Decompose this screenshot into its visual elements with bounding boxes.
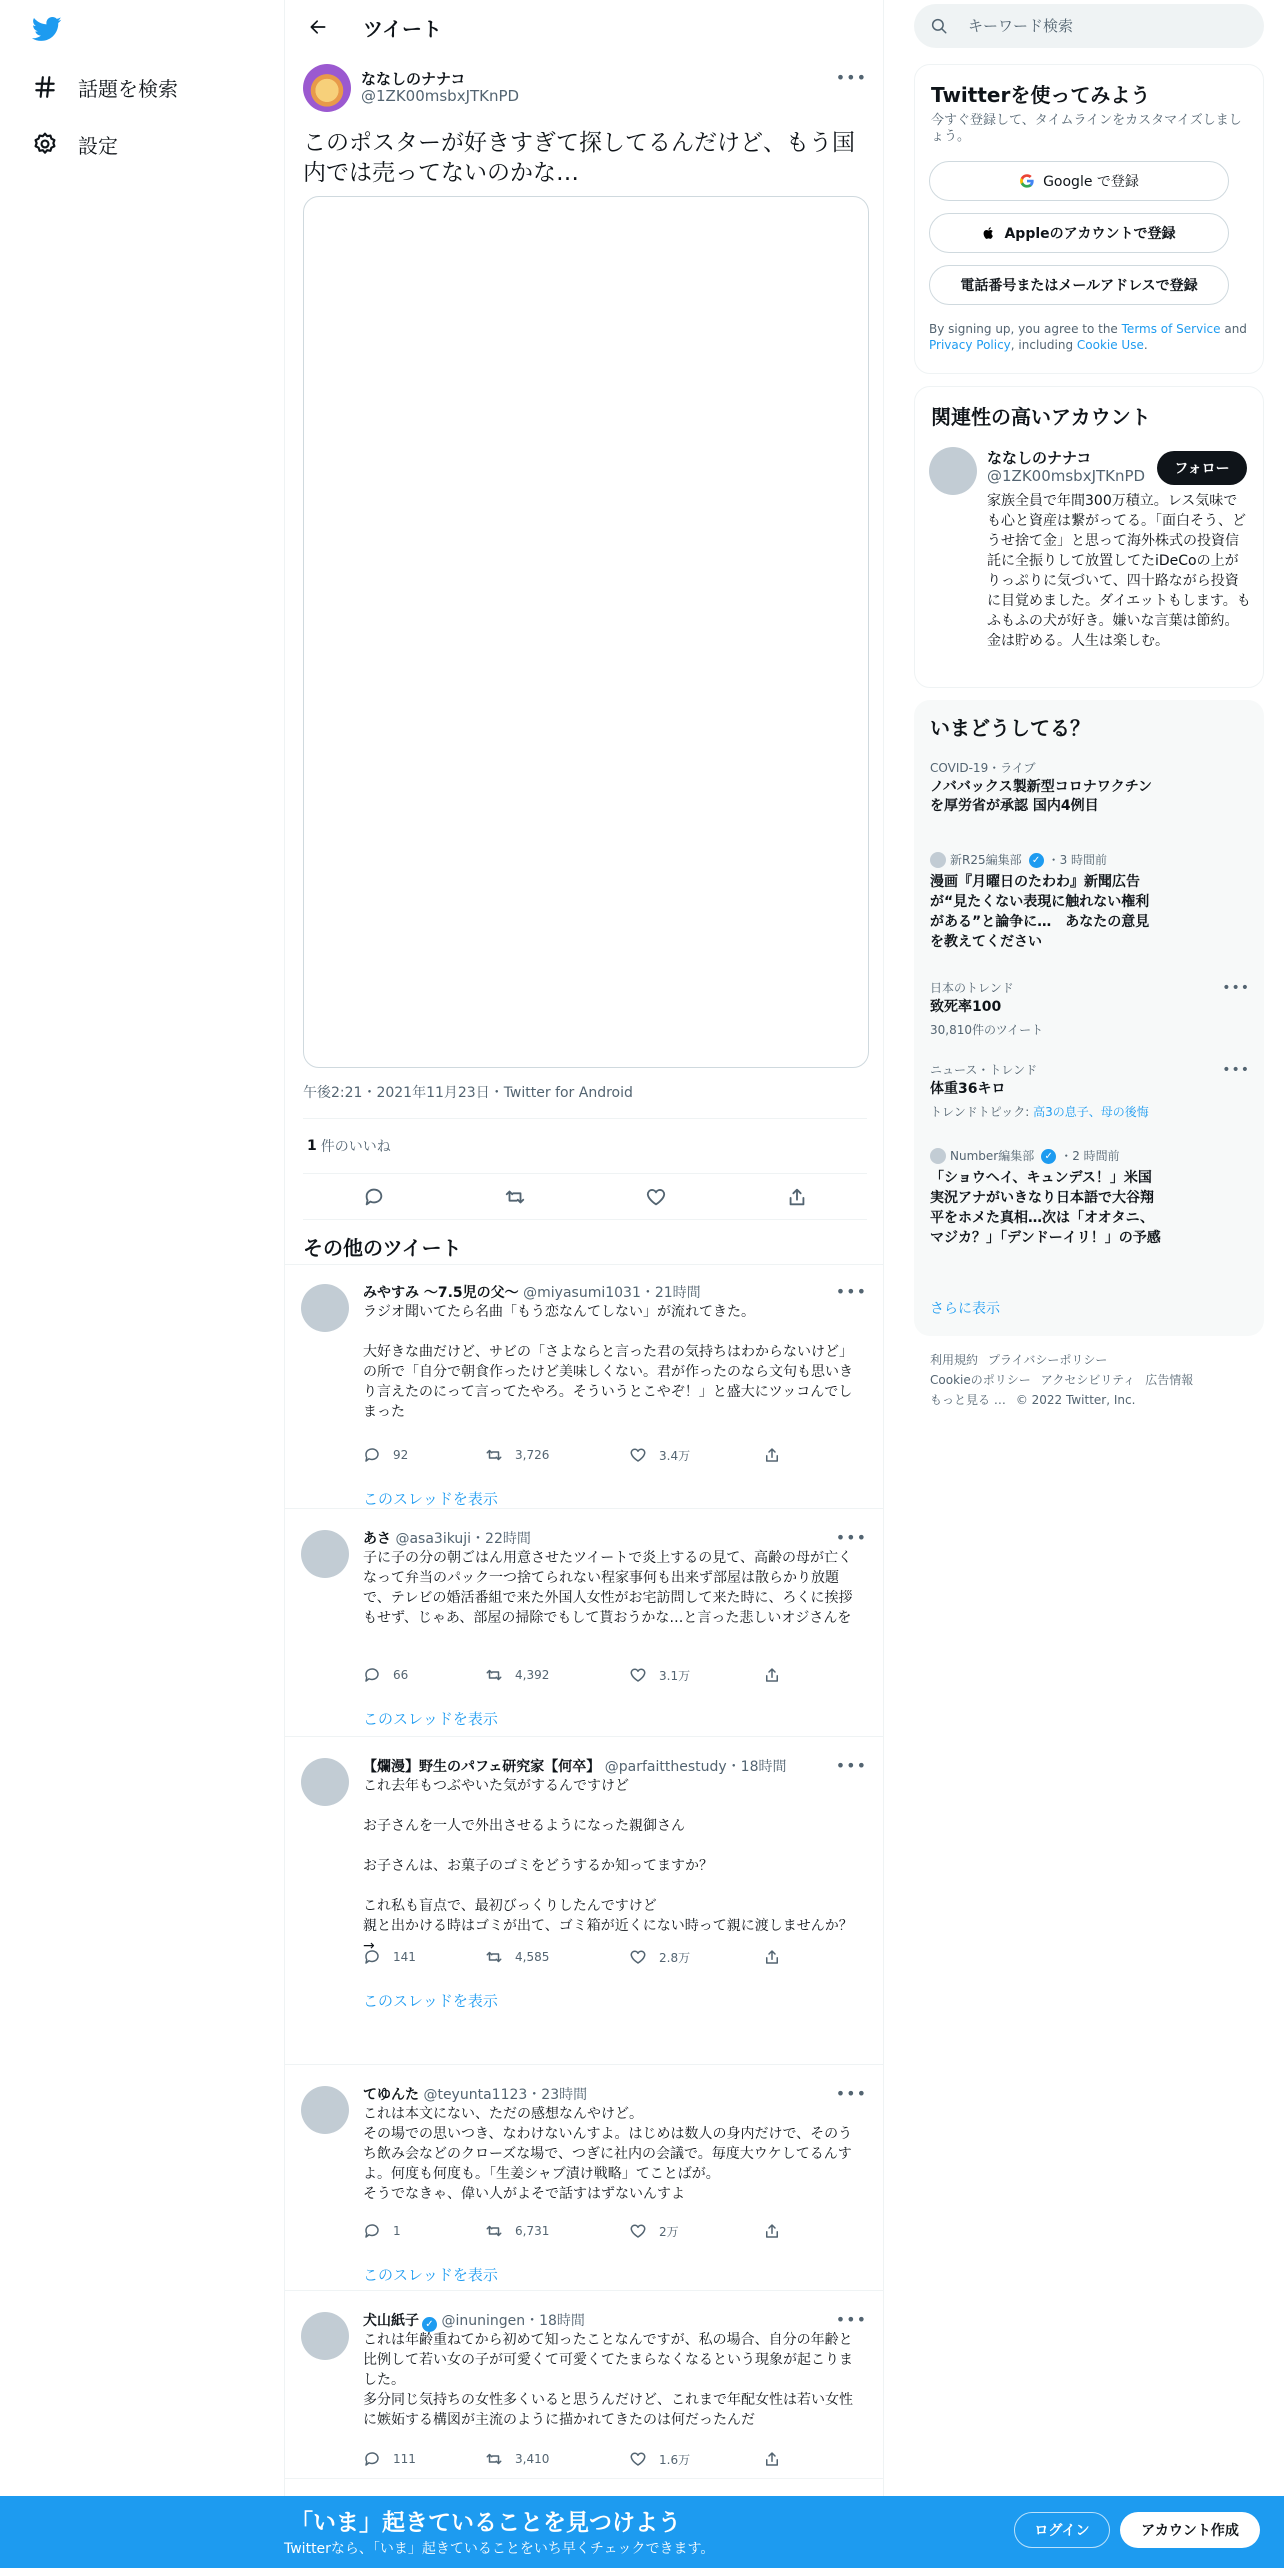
tweet-author [303,62,867,114]
like-button[interactable] [629,2450,763,2468]
reply-count: 92 [393,1448,409,1462]
like-count: 3.1万 [659,1668,691,1683]
author-handle[interactable]: @miyasumi1031 [523,1285,641,1301]
nav-settings-label: 設定 [78,133,118,158]
like-button[interactable] [629,1446,763,1464]
reply-button[interactable] [363,1948,485,1966]
like-button[interactable] [629,2222,763,2240]
trend-time: ・3 時間前 [1047,853,1108,867]
author-name[interactable]: てゆんた [363,2087,419,2103]
apple-signup-button[interactable] [929,213,1229,253]
trend-title: ノババックス製新型コロナワクチンを厚労省が承認 国内4例目 [930,779,1153,814]
author-handle[interactable]: @teyunta1123 [423,2087,528,2103]
footer-link-ads[interactable]: 広告情報 [1145,1373,1194,1387]
tweet-meta [363,2310,585,2332]
terms-and: and [1220,322,1247,336]
trend-source-name: 新R25編集部 [950,853,1022,867]
reply-button[interactable] [363,1446,485,1464]
google-signup-button[interactable] [929,161,1229,201]
tweet-actions [363,2220,803,2242]
retweet-count: 3,410 [515,2452,550,2466]
terms-prefix: By signing up, you agree to the [929,322,1122,336]
avatar[interactable] [301,1758,349,1806]
retweet-icon [485,1666,503,1684]
share-button[interactable] [763,1948,781,1966]
follow-button[interactable]: フォロー [1157,451,1247,485]
retweet-icon [485,2450,503,2468]
author-name[interactable]: みやすみ 〜7.5児の父〜 [363,1285,519,1301]
avatar[interactable] [301,1284,349,1332]
avatar[interactable] [929,447,977,495]
trend-item[interactable] [930,852,1250,952]
like-icon [629,2450,647,2468]
trend-category: 日本のトレンド [930,981,1014,995]
show-thread-link[interactable]: このスレッドを表示 [363,2266,498,2284]
divider [285,1508,884,1509]
like-icon [629,1948,647,1966]
more-tweets-title: その他のツイート [303,1236,462,1260]
nav-explore[interactable] [32,67,178,107]
terms-end: . [1143,338,1148,352]
trend-tweet-count: 30,810件のツイート [930,1023,1044,1037]
tweet-actions [363,1664,803,1686]
author-name[interactable]: 犬山紙子 [363,2313,419,2329]
avatar[interactable] [301,1530,349,1578]
tweet-time[interactable]: ・18時間 [525,2313,585,2329]
more-options-icon[interactable]: ••• [835,2310,867,2329]
show-more-link[interactable]: さらに表示 [930,1301,1000,1317]
tweet-timestamp[interactable]: 午後2:21・2021年11月23日・Twitter for Android [303,1085,633,1101]
left-navigation [0,0,284,2568]
related-tweet[interactable] [285,2084,884,2290]
trend-title: 「ショウヘイ、キュンデス！」米国実況アナがいきなり日本語で大谷翔平をホメた真相…次は「オオタニ、マジカ？」「デンドーイリ！」の予感 [930,1170,1161,1246]
share-icon [763,2450,781,2468]
phone-email-signup-button[interactable] [929,265,1229,305]
retweet-icon [485,2222,503,2240]
avatar[interactable] [303,64,351,112]
signup-title: Twitterを使ってみよう [931,83,1151,107]
search-icon [930,17,948,35]
verified-badge-icon: ✓ [1041,1149,1056,1164]
signup-button[interactable]: アカウント作成 [1120,2512,1260,2548]
nav-settings[interactable] [32,124,118,164]
nav-explore-label: 話題を検索 [78,76,178,101]
retweet-icon [485,1446,503,1464]
tweet-media[interactable] [303,196,869,1068]
retweet-button[interactable] [485,1666,629,1684]
retweet-count: 4,585 [515,1950,550,1964]
tweet-meta [363,1282,701,1302]
likes-count-row[interactable] [303,1118,867,1174]
tweet-actions [363,2448,803,2470]
back-arrow-icon[interactable] [301,10,335,44]
privacy-policy-link[interactable]: Privacy Policy [929,338,1011,352]
retweet-button[interactable] [485,1446,629,1464]
footer-links [930,1350,1260,1410]
trend-category: ニュース・トレンド [930,1063,1038,1077]
trends-card [914,700,1264,1336]
tweet-header [285,0,883,54]
search-box[interactable] [914,4,1264,48]
tweet-action-bar [303,1174,867,1220]
reply-count: 66 [393,1668,409,1682]
retweet-icon [485,1948,503,1966]
more-options-icon[interactable]: ••• [835,1282,867,1301]
more-options-icon[interactable]: ••• [835,1528,867,1547]
cookie-use-link[interactable]: Cookie Use [1076,338,1144,352]
tweet-meta [363,1756,787,1776]
reply-count: 111 [393,2452,416,2466]
source-avatar [930,852,946,868]
like-icon [629,1666,647,1684]
like-icon [629,2222,647,2240]
retweet-count: 6,731 [515,2224,550,2238]
retweet-button[interactable] [485,2222,629,2240]
google-logo-icon [1019,173,1035,189]
footer-link-terms[interactable]: 利用規約 [930,1353,979,1367]
share-button[interactable] [763,1666,781,1684]
tweet-text: このポスターが好きすぎて探してるんだけど、もう国内では売ってないのかな… [303,130,855,186]
more-options-icon[interactable]: ••• [1222,1062,1250,1078]
tweet-time[interactable]: ・18時間 [726,1759,787,1775]
trend-source [930,852,1250,868]
trend-topic [930,1103,1250,1120]
bottom-signup-bar [0,2496,1284,2568]
reply-icon [363,2222,381,2240]
author-handle[interactable]: @parfaitthestudy [604,1759,727,1775]
trend-topic-link[interactable]: 高3の息子、母の後悔 [1033,1105,1149,1119]
reply-icon [363,1446,381,1464]
trend-item[interactable] [930,1062,1250,1120]
relevant-bio: 家族全員で年間300万積立。レス気味でも心と資産は繋がってる。「面白そう、どうせ捨て金」と思って海外株式の投資信託に全振りして放置してたiDeCoの上がりっぷりに気づいて、四十路ながら投資に目覚めました。ダイエットもします。もふもふの犬が好き。嫌いな言葉は節約。金は貯める。人生は楽しむ。 [987,493,1251,649]
like-count: 1.6万 [659,2452,691,2467]
like-icon[interactable] [645,1186,667,1208]
trend-source [930,1148,1250,1164]
footer-link-privacy[interactable]: プライバシーポリシー [988,1353,1108,1367]
divider [285,1736,884,1737]
tweet-body: これは本文にない、ただの感想なんやけど。 その場での思いつき、なわけないんすよ。はじめは数人の身内だけで、そのうち飲み会などのクローズな場で、つぎに社内の会議で。毎度大ウケしてるんすよ。何度も何度も。「生姜シャブ漬け戦略」てことばが。 そうでなきゃ、偉い人がよそで話すはずないんすよ [363,2106,853,2202]
retweet-button[interactable] [485,2450,629,2468]
show-thread-link[interactable]: このスレッドを表示 [363,1490,498,1508]
tweet-time[interactable]: ・22時間 [471,1531,531,1547]
reply-icon [363,2450,381,2468]
share-button[interactable] [763,2222,781,2240]
reply-button[interactable] [363,2450,485,2468]
terms-of-service-link[interactable]: Terms of Service [1121,322,1221,336]
retweet-icon[interactable] [504,1186,526,1208]
like-count: 1 [307,1138,317,1154]
bottom-subtext: Twitterなら、「いま」起きていることをいち早くチェックできます。 [284,2541,715,2557]
trend-source-name: Number編集部 [950,1149,1035,1163]
twitter-bird-icon[interactable] [32,14,62,44]
divider [285,2478,884,2479]
signup-card [914,64,1264,374]
apple-logo-icon [982,225,996,241]
trend-title: 致死率100 [930,999,1002,1015]
main-column [284,0,884,2568]
more-options-icon[interactable]: ••• [835,68,867,87]
right-sidebar [884,0,1284,2568]
hashtag-icon [32,74,58,100]
retweet-count: 3,726 [515,1448,550,1462]
retweet-count: 4,392 [515,1668,550,1682]
like-count: 2.8万 [659,1950,691,1965]
trend-title: 体重36キロ [930,1081,1006,1097]
trends-title: いまどうしてる？ [930,716,1090,740]
reply-icon [363,1666,381,1684]
avatar[interactable] [301,2312,349,2360]
gear-icon [32,131,58,157]
reply-count: 1 [393,2224,401,2238]
source-avatar [930,1148,946,1164]
share-icon [763,1948,781,1966]
like-count: 3.4万 [659,1448,691,1463]
like-button[interactable] [629,1666,763,1684]
related-tweet[interactable] [285,2310,884,2478]
tweet-time[interactable]: ・23時間 [527,2087,588,2103]
footer-link-more[interactable]: もっと見る … [930,1393,1006,1407]
tweet-body: これ去年もつぶやいた気がするんですけど お子さんを一人で外出させるようになった親御さん お子さんは、お菓子のゴミをどうするか知ってますか？ これ私も盲点で、最初びっくりしたんですけど 親と出かける時はゴミが出て、ゴミ箱が近くにない時って親に渡しませんか？ → [363,1778,853,1954]
signup-subtitle: 今すぐ登録して、タイムラインをカスタマイズしましょう。 [931,113,1242,144]
tweet-time[interactable]: ・21時間 [640,1285,701,1301]
author-handle[interactable]: @1ZK00msbxJTKnPD [361,87,520,105]
login-button[interactable]: ログイン [1014,2512,1110,2548]
trend-time: ・2 時間前 [1060,1149,1120,1163]
trend-item[interactable] [930,980,1250,1038]
tweet-meta [363,2084,587,2104]
more-options-icon[interactable]: ••• [835,2084,867,2103]
google-signup-label: Google で登録 [1043,174,1139,190]
tweet-body: 子に子の分の朝ごはん用意させたツイートで炎上するの見て、高齢の母が亡くなって弁当のパック一つ捨てられない程家事何も出来ず部屋は散らかり放題で、テレビの婚活番組で来た外国人女性がお宅訪問して来た時に、ろくに挨拶もせず、じゃあ、部屋の掃除でもして貰おうかな…と言った悲しいオジさんを [363,1550,853,1626]
like-icon [629,1446,647,1464]
verified-badge-icon: ✓ [422,2317,437,2332]
trend-item[interactable] [930,760,1250,816]
author-name[interactable]: ななしのナナコ [361,70,466,88]
share-icon[interactable] [786,1186,808,1208]
related-tweet[interactable] [285,1756,884,2064]
relevant-name[interactable]: ななしのナナコ [987,449,1092,467]
search-input[interactable] [968,17,1228,35]
apple-signup-label: Appleのアカウントで登録 [1004,226,1176,242]
reply-count: 141 [393,1950,416,1964]
relevant-handle[interactable]: @1ZK00msbxJTKnPD [987,467,1146,485]
reply-button[interactable] [363,1666,485,1684]
trend-topic-prefix: トレンドトピック: [930,1105,1034,1119]
like-count: 2万 [659,2224,679,2239]
relevant-title: 関連性の高いアカウント [931,405,1151,429]
author-name[interactable]: 【爛漫】野生のパフェ研究家【何卒】 [363,1759,601,1775]
footer-link-accessibility[interactable]: アクセシビリティ [1040,1373,1136,1387]
more-options-icon[interactable]: ••• [1222,980,1250,996]
share-button[interactable] [763,2450,781,2468]
share-icon [763,1666,781,1684]
retweet-button[interactable] [485,1948,629,1966]
phone-email-signup-label: 電話番号またはメールアドレスで登録 [960,278,1198,294]
tweet-body: これは年齢重ねてから初めて知ったことなんですが、私の場合、自分の年齢と比例して若い女の子が可愛くて可愛くてたまらなくなるという現象が起こりました。 多分同じ気持ちの女性多くいると思うんだけど、これまで年配女性は若い女性に嫉妬する構図が主流のように描かれてきたのは何だったんだ [363,2332,853,2428]
like-count-label: 件のいいね [320,1139,391,1155]
reply-icon[interactable] [363,1186,385,1208]
trend-category: COVID-19・ライブ [930,761,1036,775]
show-thread-link[interactable]: このスレッドを表示 [363,1992,498,2010]
show-thread-link[interactable]: このスレッドを表示 [363,1710,498,1728]
footer-link-cookie[interactable]: Cookieのポリシー [930,1373,1031,1387]
tweet-actions [363,1946,803,1968]
bottom-headline: 「いま」起きていることを見つけよう [290,2510,681,2536]
tweet-body: ラジオ聞いてたら名曲「もう恋なんてしない」が流れてきた。 大好きな曲だけど、サビの「さよならと言った君の気持ちはわからないけど」の所で「自分で朝食作ったけど美味しくない。君が作ったのなら文句も思いきり言えたのにって言ってたやろ。そういうとこやぞ！」と盛大にツッコんでしまった [363,1304,853,1420]
like-button[interactable] [629,1948,763,1966]
related-tweet[interactable] [285,1282,884,1508]
copyright: © 2022 Twitter, Inc. [1015,1393,1136,1407]
divider [285,2064,884,2065]
share-icon [763,2222,781,2240]
author-name[interactable]: あさ [363,1531,391,1547]
share-icon [763,1446,781,1464]
author-handle[interactable]: @inuningen [441,2313,526,2329]
reply-icon [363,1948,381,1966]
signup-terms [929,321,1249,353]
share-button[interactable] [763,1446,781,1464]
related-tweet[interactable] [285,1528,884,1736]
more-options-icon[interactable]: ••• [835,1756,867,1775]
avatar[interactable] [301,2086,349,2134]
trend-item[interactable] [930,1148,1250,1248]
relevant-accounts-card [914,386,1264,688]
tweet-actions [363,1444,803,1466]
verified-badge-icon: ✓ [1029,853,1044,868]
terms-including: , including [1010,338,1077,352]
divider [285,1264,884,1265]
trend-title: 漫画『月曜日のたわわ』新聞広告が“見たくない表現に触れない権利がある”と論争に… あなたの意見を教えてください [930,874,1150,950]
page-title: ツイート [363,16,442,41]
reply-button[interactable] [363,2222,485,2240]
author-handle[interactable]: @asa3ikuji [395,1531,472,1547]
divider [285,2290,884,2291]
tweet-meta [363,1528,531,1548]
